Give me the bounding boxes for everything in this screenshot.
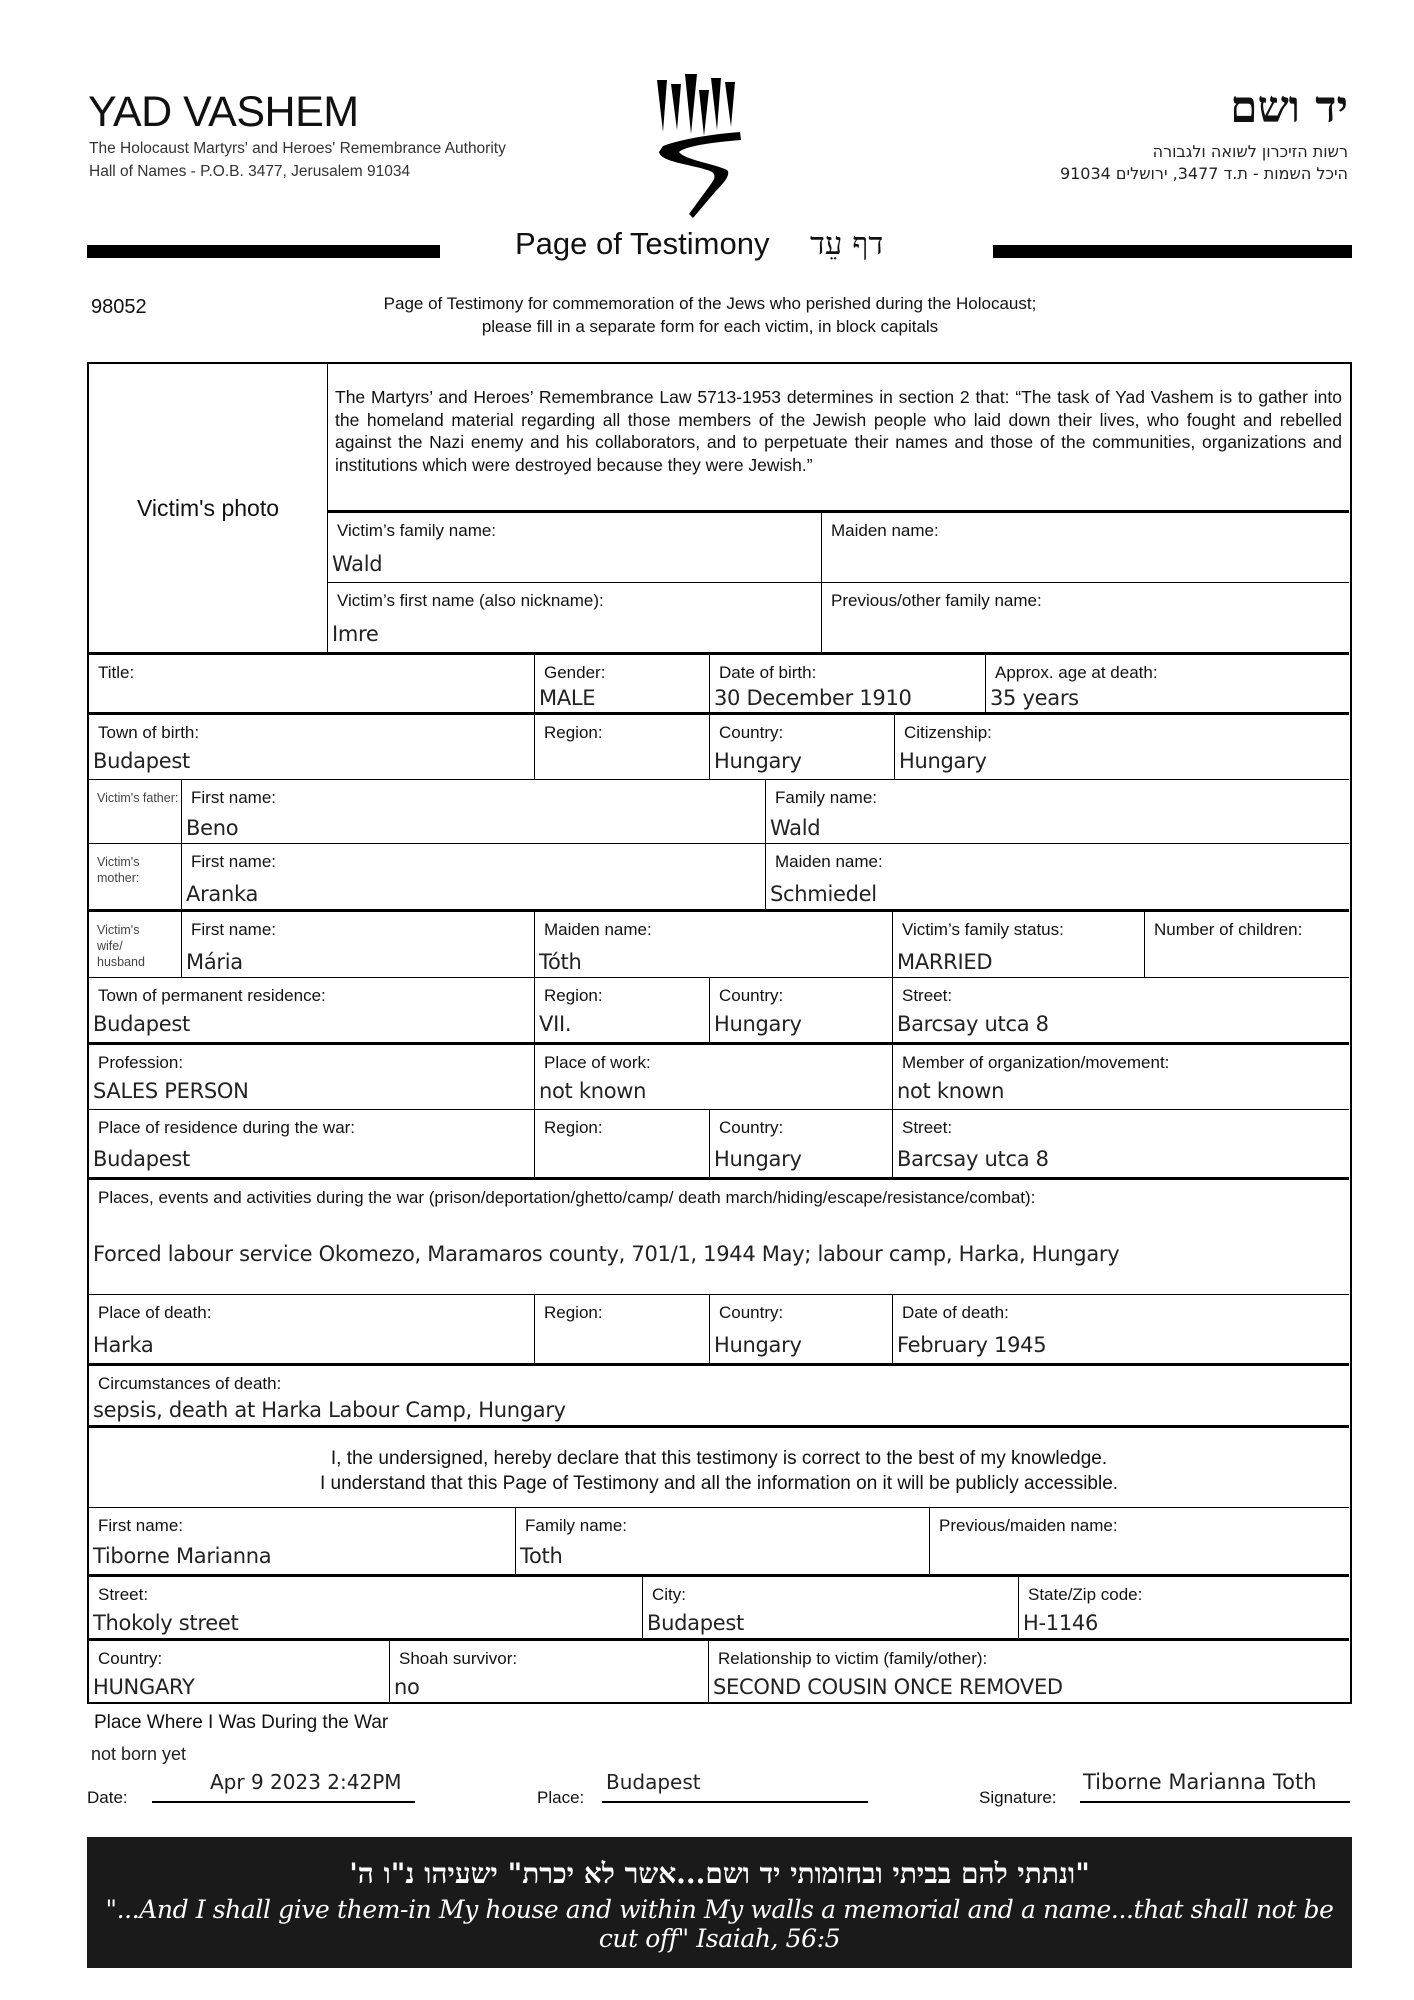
field-value: Hungary xyxy=(899,749,987,773)
date-value[interactable]: Apr 9 2023 2:42PM xyxy=(210,1770,402,1794)
residence-region-field[interactable] xyxy=(534,977,709,1042)
field-value: Hungary xyxy=(714,1012,802,1036)
profession-field[interactable] xyxy=(89,1042,534,1109)
victim-age-at-death-field[interactable] xyxy=(985,652,1349,712)
field-value: Wald xyxy=(332,552,383,576)
family-status-field[interactable] xyxy=(892,909,1144,977)
field-label: Street: xyxy=(902,1118,953,1137)
victim-title-field[interactable] xyxy=(89,652,534,712)
field-label: Town of permanent residence: xyxy=(98,986,326,1005)
field-label: Victim’s first name (also nickname): xyxy=(337,591,604,610)
field-value: Hungary xyxy=(714,749,802,773)
declaration-box xyxy=(89,1425,1349,1507)
field-value: Barcsay utca 8 xyxy=(897,1147,1049,1171)
declaration-text xyxy=(89,1446,1349,1496)
field-label: Relationship to victim (family/other): xyxy=(718,1649,988,1668)
header-rule-right xyxy=(993,245,1352,258)
declaration-line-1: I, the undersigned, hereby declare that this testimony is correct to the best of my knowledge. xyxy=(330,1448,1108,1469)
circumstances-of-death-field[interactable] xyxy=(89,1363,1349,1425)
intro-text xyxy=(330,292,1090,338)
field-label: City: xyxy=(652,1585,686,1604)
field-label: Country: xyxy=(719,986,784,1005)
field-label: Maiden name: xyxy=(775,852,883,871)
law-text-box xyxy=(327,364,1349,510)
father-family-name-field[interactable] xyxy=(765,779,1349,843)
field-label: Previous/other family name: xyxy=(831,591,1042,610)
father-side-label-cell xyxy=(89,779,181,843)
war-residence-street-field[interactable] xyxy=(892,1109,1349,1177)
mother-maiden-name-field[interactable] xyxy=(765,843,1349,909)
place-of-death-field[interactable] xyxy=(89,1294,534,1363)
field-label: Circumstances of death: xyxy=(98,1374,282,1393)
victim-dob-field[interactable] xyxy=(709,652,985,712)
field-label: Place of residence during the war: xyxy=(98,1118,356,1137)
death-country-field[interactable] xyxy=(709,1294,892,1363)
field-value: Harka xyxy=(93,1333,154,1357)
spouse-maiden-name-field[interactable] xyxy=(534,909,892,977)
field-label: Region: xyxy=(544,1118,603,1137)
field-label: Place of work: xyxy=(544,1053,651,1072)
field-value: Mária xyxy=(186,950,243,974)
org-name-he: יד ושם xyxy=(1230,82,1348,133)
field-value: Budapest xyxy=(93,1012,190,1036)
org-subtitle-en: The Holocaust Martyrs' and Heroes' Remembrance Authority xyxy=(89,140,506,157)
field-label: Maiden name: xyxy=(831,521,939,540)
field-label: Approx. age at death: xyxy=(995,663,1158,682)
submitter-city-field[interactable] xyxy=(642,1574,1018,1638)
field-value: MARRIED xyxy=(897,950,993,974)
residence-town-field[interactable] xyxy=(89,977,534,1042)
citizenship-field[interactable] xyxy=(894,712,1349,779)
field-label: Profession: xyxy=(98,1053,184,1072)
header-rule-left xyxy=(87,245,440,258)
field-label: Street: xyxy=(902,986,953,1005)
page-title: Page of Testimony xyxy=(515,226,770,261)
field-value: Beno xyxy=(186,816,239,840)
field-label: Citizenship: xyxy=(904,723,992,742)
date-of-death-field[interactable] xyxy=(892,1294,1349,1363)
field-value: 30 December 1910 xyxy=(714,686,912,710)
signature-label: Signature: xyxy=(979,1788,1057,1807)
field-value: not known xyxy=(539,1079,647,1103)
father-first-name-field[interactable] xyxy=(181,779,765,843)
intro-line-1: Page of Testimony for commemoration of the Jews who perished during the Holocaust; xyxy=(383,294,1037,313)
field-label: Country: xyxy=(719,1303,784,1322)
field-value: Budapest xyxy=(93,749,190,773)
place-underline xyxy=(602,1800,868,1803)
signature-underline xyxy=(1080,1800,1350,1803)
place-label: Place: xyxy=(537,1788,585,1807)
field-value: Hungary xyxy=(714,1333,802,1357)
victim-gender-field[interactable] xyxy=(534,652,709,712)
field-label: First name: xyxy=(191,788,277,807)
war-residence-place-field[interactable] xyxy=(89,1109,534,1177)
field-value: Imre xyxy=(332,622,379,646)
submitter-previous-name-field[interactable] xyxy=(929,1507,1349,1574)
field-label: First name: xyxy=(191,852,277,871)
declaration-line-2: I understand that this Page of Testimony and all the information on it will be publicly accessible. xyxy=(319,1473,1119,1494)
field-label: Country: xyxy=(719,1118,784,1137)
field-label: Victim’s family name: xyxy=(337,521,497,540)
field-value: 35 years xyxy=(990,686,1079,710)
org-address-he: היכל השמות - ת.ד 3477, ירושלים 91034 xyxy=(1059,164,1348,183)
yad-vashem-logo-icon xyxy=(655,72,755,222)
field-value: Forced labour service Okomezo, Maramaros county, 701/1, 1944 May; labour camp, Harka, Hungary xyxy=(93,1242,1120,1266)
spouse-first-name-field[interactable] xyxy=(181,909,534,977)
war-residence-region-field[interactable] xyxy=(534,1109,709,1177)
field-value: Toth xyxy=(520,1544,563,1568)
footer-quote-band xyxy=(87,1837,1352,1968)
law-text: The Martyrs’ and Heroes’ Remembrance Law 5713-1953 determines in section 2 that: “The task of Yad Vashem is to gather into the homeland material regarding all those members of the Jewish people who laid down their lives, who fought and rebelled against the Nazi enemy and his collaborators, and to perpetuate their names and those of the communities, organizations and institutions which were destroyed because they were Jewish.” xyxy=(335,387,1342,475)
field-label: Country: xyxy=(98,1649,163,1668)
father-side-label: Victim's father: xyxy=(97,791,179,805)
shoah-survivor-field[interactable] xyxy=(389,1638,708,1702)
submitter-country-field[interactable] xyxy=(89,1638,389,1702)
field-value: sepsis, death at Harka Labour Camp, Hungary xyxy=(93,1398,566,1422)
field-label: Victim’s family status: xyxy=(902,920,1064,939)
town-of-birth-field[interactable] xyxy=(89,712,534,779)
field-value: Thokoly street xyxy=(93,1611,239,1635)
victim-photo-box[interactable] xyxy=(89,364,327,652)
field-label: Town of birth: xyxy=(98,723,200,742)
field-label: Country: xyxy=(719,723,784,742)
number-of-children-field[interactable] xyxy=(1144,909,1349,977)
org-address-en: Hall of Names - P.O.B. 3477, Jerusalem 91034 xyxy=(89,163,411,180)
field-label: Member of organization/movement: xyxy=(902,1053,1170,1072)
field-value: no xyxy=(394,1675,420,1699)
field-label: State/Zip code: xyxy=(1028,1585,1143,1604)
field-value: H-1146 xyxy=(1023,1611,1099,1635)
death-region-field[interactable] xyxy=(534,1294,709,1363)
submitter-family-name-field[interactable] xyxy=(515,1507,929,1574)
relationship-field[interactable] xyxy=(708,1638,1349,1702)
war-events-field[interactable] xyxy=(89,1177,1349,1294)
field-label: Number of children: xyxy=(1154,920,1303,939)
document-number: 98052 xyxy=(91,296,147,318)
field-label: Title: xyxy=(98,663,135,682)
field-value: Schmiedel xyxy=(770,882,877,906)
field-value: Wald xyxy=(770,816,821,840)
footer-quote-en: "...And I shall give them-in My house and within My walls a memorial and a name...that shall not be cut off" Isaiah, 56:5 xyxy=(105,1895,1334,1953)
field-value: Aranka xyxy=(186,882,259,906)
residence-street-field[interactable] xyxy=(892,977,1349,1042)
submitter-zip-field[interactable] xyxy=(1018,1574,1349,1638)
mother-side-label: Victim's mother: xyxy=(97,855,140,885)
field-value: Tóth xyxy=(539,950,582,974)
org-subtitle-he: רשות הזיכרון לשואה ולגבורה xyxy=(1152,142,1348,161)
field-value: February 1945 xyxy=(897,1333,1047,1357)
spouse-side-label: Victim's wife/ husband xyxy=(97,923,145,969)
signature-value[interactable]: Tiborne Marianna Toth xyxy=(1083,1770,1317,1794)
org-name-en: YAD VASHEM xyxy=(88,88,359,136)
submitter-first-name-field[interactable] xyxy=(89,1507,515,1574)
field-value: Barcsay utca 8 xyxy=(897,1012,1049,1036)
field-label: Place of death: xyxy=(98,1303,212,1322)
birth-country-field[interactable] xyxy=(709,712,894,779)
field-label: Maiden name: xyxy=(544,920,652,939)
field-value: Tiborne Marianna xyxy=(93,1544,272,1568)
field-value: MALE xyxy=(539,686,596,710)
war-place-label: Place Where I Was During the War xyxy=(94,1712,389,1733)
place-of-work-field[interactable] xyxy=(534,1042,892,1109)
victim-photo-label: Victim's photo xyxy=(136,494,280,521)
field-value: not known xyxy=(897,1079,1005,1103)
field-label: Date of birth: xyxy=(719,663,817,682)
victim-previous-name-field[interactable] xyxy=(821,582,1349,652)
field-label: Street: xyxy=(98,1585,149,1604)
field-label: Gender: xyxy=(544,663,606,682)
field-label: Family name: xyxy=(525,1516,628,1535)
field-label: Date of death: xyxy=(902,1303,1009,1322)
footer-quote-he: "ונתתי להם בביתי ובחומותי יד ושם...אשר לא יכרת" ישעיהו נ"ו ה' xyxy=(349,1857,1090,1890)
field-value: Budapest xyxy=(647,1611,744,1635)
field-value: Hungary xyxy=(714,1147,802,1171)
mother-first-name-field[interactable] xyxy=(181,843,765,909)
field-label: Family name: xyxy=(775,788,878,807)
victim-family-name-field[interactable] xyxy=(327,510,821,582)
field-value: SECOND COUSIN ONCE REMOVED xyxy=(713,1675,1063,1699)
victim-maiden-name-field[interactable] xyxy=(821,510,1349,582)
date-underline xyxy=(152,1800,415,1803)
field-label: Region: xyxy=(544,1303,603,1322)
field-value: Budapest xyxy=(93,1147,190,1171)
field-label: Region: xyxy=(544,723,603,742)
spouse-side-label-cell xyxy=(89,909,181,977)
place-value[interactable]: Budapest xyxy=(606,1770,701,1794)
page-title-he: דף עֵד xyxy=(810,226,884,262)
organization-field[interactable] xyxy=(892,1042,1349,1109)
field-label: Shoah survivor: xyxy=(399,1649,518,1668)
field-label: First name: xyxy=(191,920,277,939)
field-label: Previous/maiden name: xyxy=(939,1516,1118,1535)
residence-country-field[interactable] xyxy=(709,977,892,1042)
testimony-form xyxy=(87,362,1352,1704)
birth-region-field[interactable] xyxy=(534,712,709,779)
date-label: Date: xyxy=(87,1788,128,1807)
war-place-value[interactable]: not born yet xyxy=(91,1744,187,1764)
field-value: HUNGARY xyxy=(93,1675,195,1699)
mother-side-label-cell xyxy=(89,843,181,909)
war-residence-country-field[interactable] xyxy=(709,1109,892,1177)
field-value: SALES PERSON xyxy=(93,1079,249,1103)
field-value: VII. xyxy=(539,1012,572,1036)
submitter-street-field[interactable] xyxy=(89,1574,642,1638)
victim-first-name-field[interactable] xyxy=(327,582,821,652)
field-label: Region: xyxy=(544,986,603,1005)
intro-line-2: please fill in a separate form for each victim, in block capitals xyxy=(481,317,939,336)
field-label: Places, events and activities during the war (prison/deportation/ghetto/camp/ death march/hiding/escape/resistance/combat): xyxy=(98,1188,1036,1207)
field-label: First name: xyxy=(98,1516,184,1535)
